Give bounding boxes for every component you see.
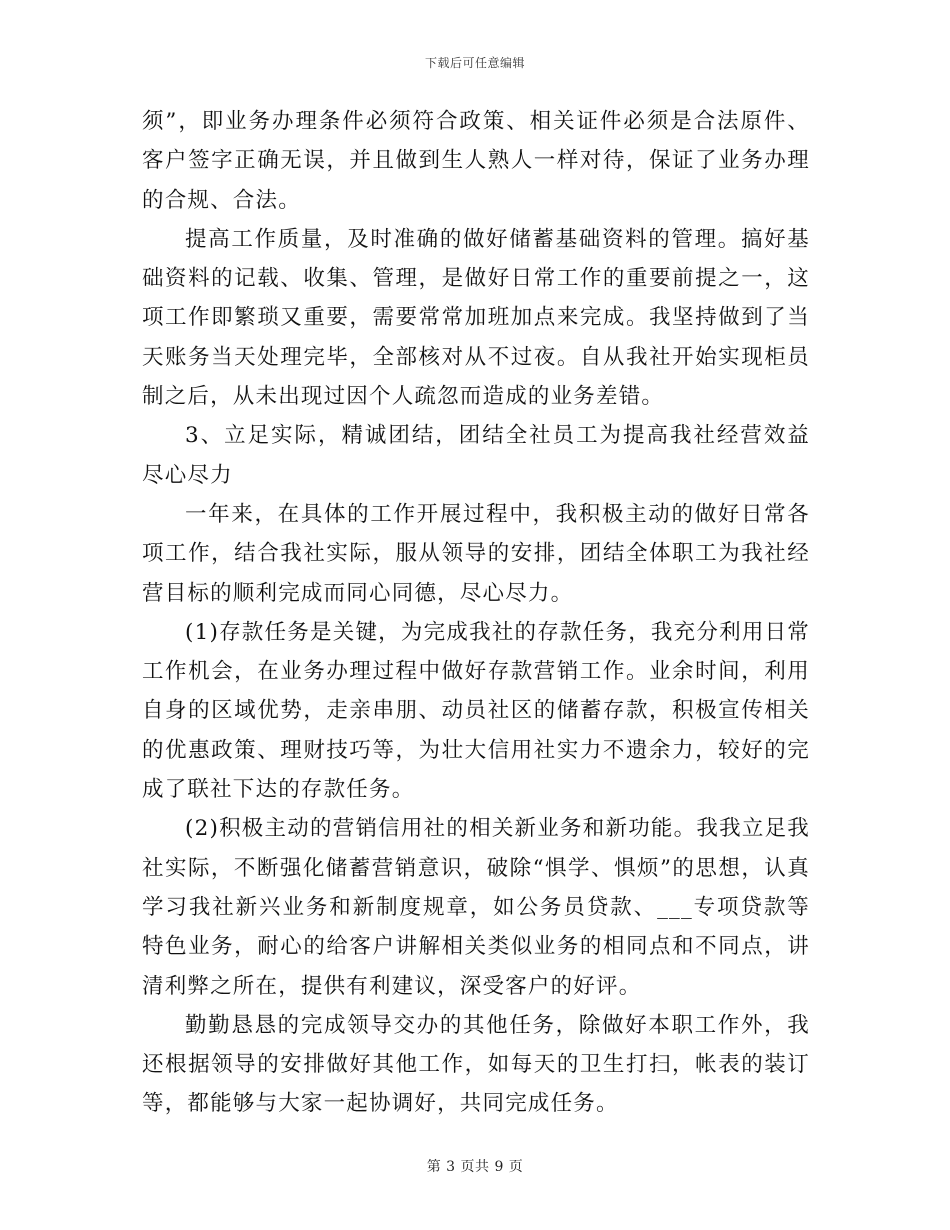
page-footer: 第 3 页共 9 页 <box>426 1159 524 1175</box>
paragraph-2: 提高工作质量，及时准确的做好储蓄基础资料的管理。搞好基础资料的记载、收集、管理，是做好日常工作的重要前提之一，这项工作即繁琐又重要，需要常常加班加点来完成。我坚持做到了当天账务当天处理完毕，全部核对从不过夜。自从我社开始实现柜员制之后，从未出现过因个人疏忽而造成的业务差错。 <box>142 226 810 410</box>
paragraph-5: (1)存款任务是关键，为完成我社的存款任务，我充分利用日常工作机会，在业务办理过程中做好存款营销工作。业余时间，利用自身的区域优势，走亲串朋、动员社区的储蓄存款，积极宣传相关的优惠政策、理财技巧等，为壮大信用社实力不遗余力，较好的完成了联社下达的存款任务。 <box>142 619 810 803</box>
section-heading-3: 3、立足实际，精诚团结，团结全社员工为提高我社经营效益尽心尽力 <box>142 423 810 488</box>
page-header: 下载后可任意编辑 <box>424 56 525 70</box>
paragraph-7: 勤勤恳恳的完成领导交办的其他任务，除做好本职工作外，我还根据领导的安排做好其他工作，如每天的卫生打扫，帐表的装订等，都能够与大家一起协调好，共同完成任务。 <box>142 1012 810 1117</box>
document-body <box>142 102 810 1124</box>
paragraph-1: 须”，即业务办理条件必须符合政策、相关证件必须是合法原件、客户签字正确无误，并且做到生人熟人一样对待，保证了业务办理的合规、合法。 <box>142 109 810 213</box>
paragraph-6: (2)积极主动的营销信用社的相关新业务和新功能。我我立足我社实际，不断强化储蓄营销意识，破除“惧学、惧烦”的思想，认真学习我社新兴业务和新制度规章，如公务员贷款、___专项贷款等特色业务，耐心的给客户讲解相关类似业务的相同点和不同点，讲清利弊之所在，提供有利建议，深受客户的好评。 <box>142 816 810 999</box>
paragraph-4: 一年来，在具体的工作开展过程中，我积极主动的做好日常各项工作，结合我社实际，服从领导的安排，团结全体职工为我社经营目标的顺利完成而同心同德，尽心尽力。 <box>142 501 810 606</box>
